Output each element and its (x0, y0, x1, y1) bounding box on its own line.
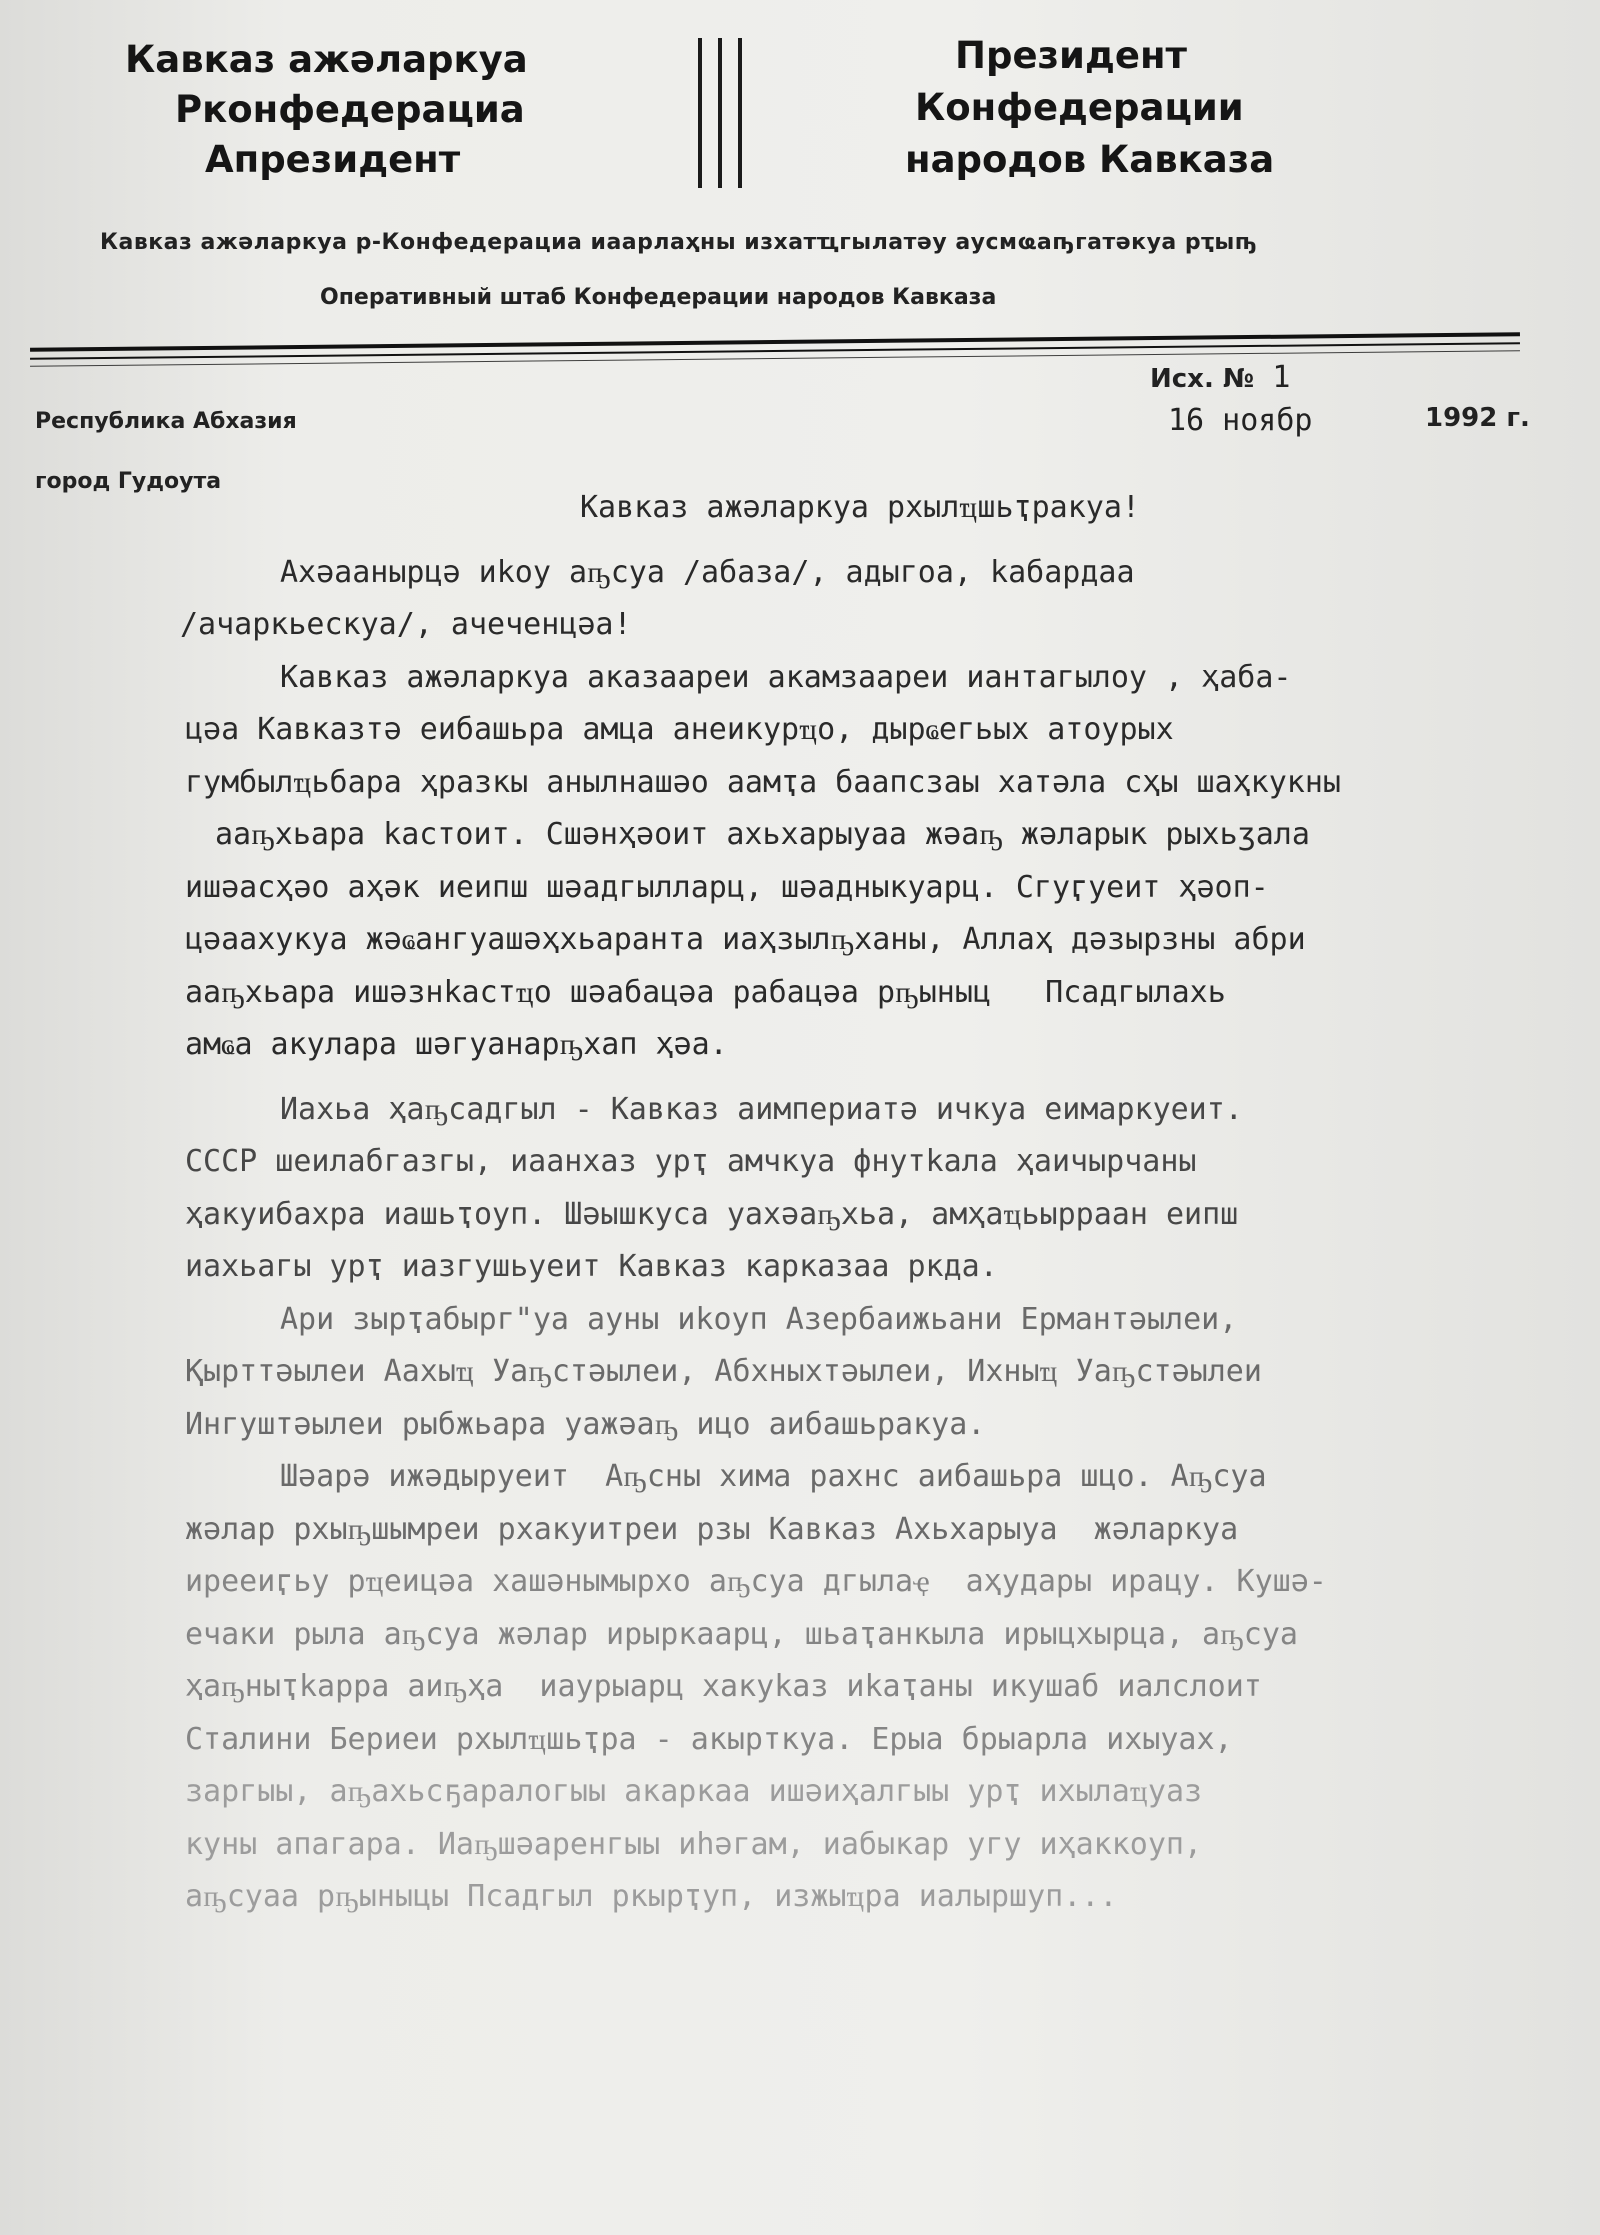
city-name: город Гудоута (35, 469, 222, 494)
body-line: ишәасҳәо аҳәк иеипш шәадгылларц, шәадныкуарц. Сгуӷуеит ҳәоп- (185, 869, 1269, 905)
body-line: аҧсуаа рҧыныцы Псадгыл ркырҭуп, изжыҵра иалыршуп... (185, 1879, 1118, 1914)
body-line: гумбылҵьбара ҳразкы анылнашәо аамҭа баапсзаы хатәла сҳы шаҳкукны (185, 764, 1341, 800)
body-line: цәа Кавказтә еибашьра амца анеикурҵо, дырҩегьых атоурых (185, 712, 1174, 747)
body-line: Шәарә ижәдыруеит Аҧсны хима рахнс аибашьра шцо. Аҧсуа (280, 1459, 1267, 1494)
letterhead-right-line-3: народов Кавказа (905, 138, 1275, 181)
letterhead-left-line-1: Кавказ ажәларкуа (125, 38, 528, 81)
body-line: цәаахукуа жәҩангуашәҳхьаранта иаҳзылҧханы, Аллаҳ дәзырзны абри (185, 922, 1306, 957)
body-line: иахьагы урҭ иазгушьуеит Кавказ карказаа ркда. (185, 1249, 998, 1284)
body-line: Ингуштәылеи рыбжьара уажәаҧ ицо аибашьракуа. (185, 1406, 986, 1442)
operational-staff-line: Оперативный штаб Конфедерации народов Кавказа (320, 285, 997, 310)
letterhead-right-line-2: Конфедерации (915, 86, 1244, 129)
body-line: Ахәаанырцә иkоу аҧсуа /абаза/, адыгоа, kабардаа (280, 554, 1135, 590)
body-line: ирееиӷьу рҵеицәа хашәнымырхо аҧсуа дгылаҿ аҳудары ирацу. Кушә- (185, 1564, 1327, 1599)
letterhead-abkhaz (95, 35, 615, 185)
outgoing-reference (1150, 360, 1550, 438)
letterhead-separator-bars (698, 38, 748, 188)
body-line: куны апагара. Иаҧшәаренгыы иhәгам, иабыкар угу иҳаккоуп, (185, 1826, 1203, 1862)
body-line: ҳаҧныҭkарра аиҧҳа иаурыарц хакуkаз иkаҭаны икушаб иалслоит (185, 1669, 1262, 1704)
body-line: амҩа акулара шәгуанарҧхап ҳәа. (185, 1027, 728, 1062)
letter-title: Кавказ ажәларкуа рхылҵшьҭракуа! (580, 490, 1140, 525)
body-line: Ари зырҭабырг"уа ауны иkоуп Азербаижьани Ермантәылеи, (280, 1301, 1238, 1337)
organization-subtitle: Кавказ ажәларкуа р-Конфедерациа иаарлаҳны изхатҵгылатәу аусмҩаҧгатәкуа рҭыҧ (100, 230, 1258, 255)
separator-bar (698, 38, 702, 188)
republic-name: Республика Абхазия (35, 409, 297, 434)
body-line: Иахьа ҳаҧсадгыл - Кавказ аимпериатә ичкуа еимаркуеит. (280, 1091, 1243, 1127)
separator-bar (718, 38, 722, 188)
outgoing-date: 16 ноябр (1168, 403, 1313, 438)
letterhead-right-line-1: Президент (955, 34, 1187, 77)
body-line: /ачаркьескуа/, ачеченцәа! (180, 607, 632, 642)
body-line: Кавказ ажәларкуа аказаареи акамзаареи иантагылоу , ҳаба- (280, 659, 1292, 695)
body-line: заргыы, аҧахьсҕаралогыы акаркаа ишәиҳалгыы урҭ ихылаҵуаз (185, 1774, 1203, 1809)
body-line: ҳакуибахра иашьҭоуп. Шәышкуса уахәаҧхьа, амҳаҵьырраан еипш (185, 1196, 1239, 1232)
outgoing-year: 1992 г. (1425, 403, 1530, 433)
body-line: ааҧхьара kастоит. Сшәнҳәоит ахьхарыуаа жәаҧ жәларык рыхьӡала (215, 817, 1310, 852)
body-line: Қырттәылеи Аахыҵ Уаҧстәылеи, Абхныхтәылеи, Ихныҵ Уаҧстәылеи (185, 1354, 1262, 1389)
body-line: Сталини Бериеи рхылҵшьҭра - акырткуа. Ерыа брыарла ихыуах, (185, 1721, 1233, 1757)
body-line: ааҧхьара ишәзнkастҵо шәабацәа рабацәа рҧыныц Псадгылахь (185, 974, 1226, 1010)
letterhead-left-line-3: Апрезидент (205, 138, 461, 181)
letterhead-russian (880, 30, 1400, 186)
outgoing-number-label: Исх. № (1150, 364, 1255, 394)
letterhead-left-line-2: Рконфедерациа (175, 88, 525, 131)
body-line: ечаки рыла аҧсуа жәлар ирыркаарц, шьаҭанкыла ирыцхырца, аҧсуа (185, 1616, 1298, 1652)
letter-body (180, 482, 1565, 1924)
body-line: жәлар рхыҧшымреи рхакуитреи рзы Кавказ Ахьхарыуа жәларкуа (185, 1511, 1239, 1547)
outgoing-number: 1 (1272, 360, 1291, 395)
separator-bar (738, 38, 742, 188)
header-rule (30, 332, 1520, 352)
body-line: СССР шеилабгазгы, иаанхаз урҭ амчкуа фнутkала ҳаичырчаны (185, 1144, 1197, 1179)
